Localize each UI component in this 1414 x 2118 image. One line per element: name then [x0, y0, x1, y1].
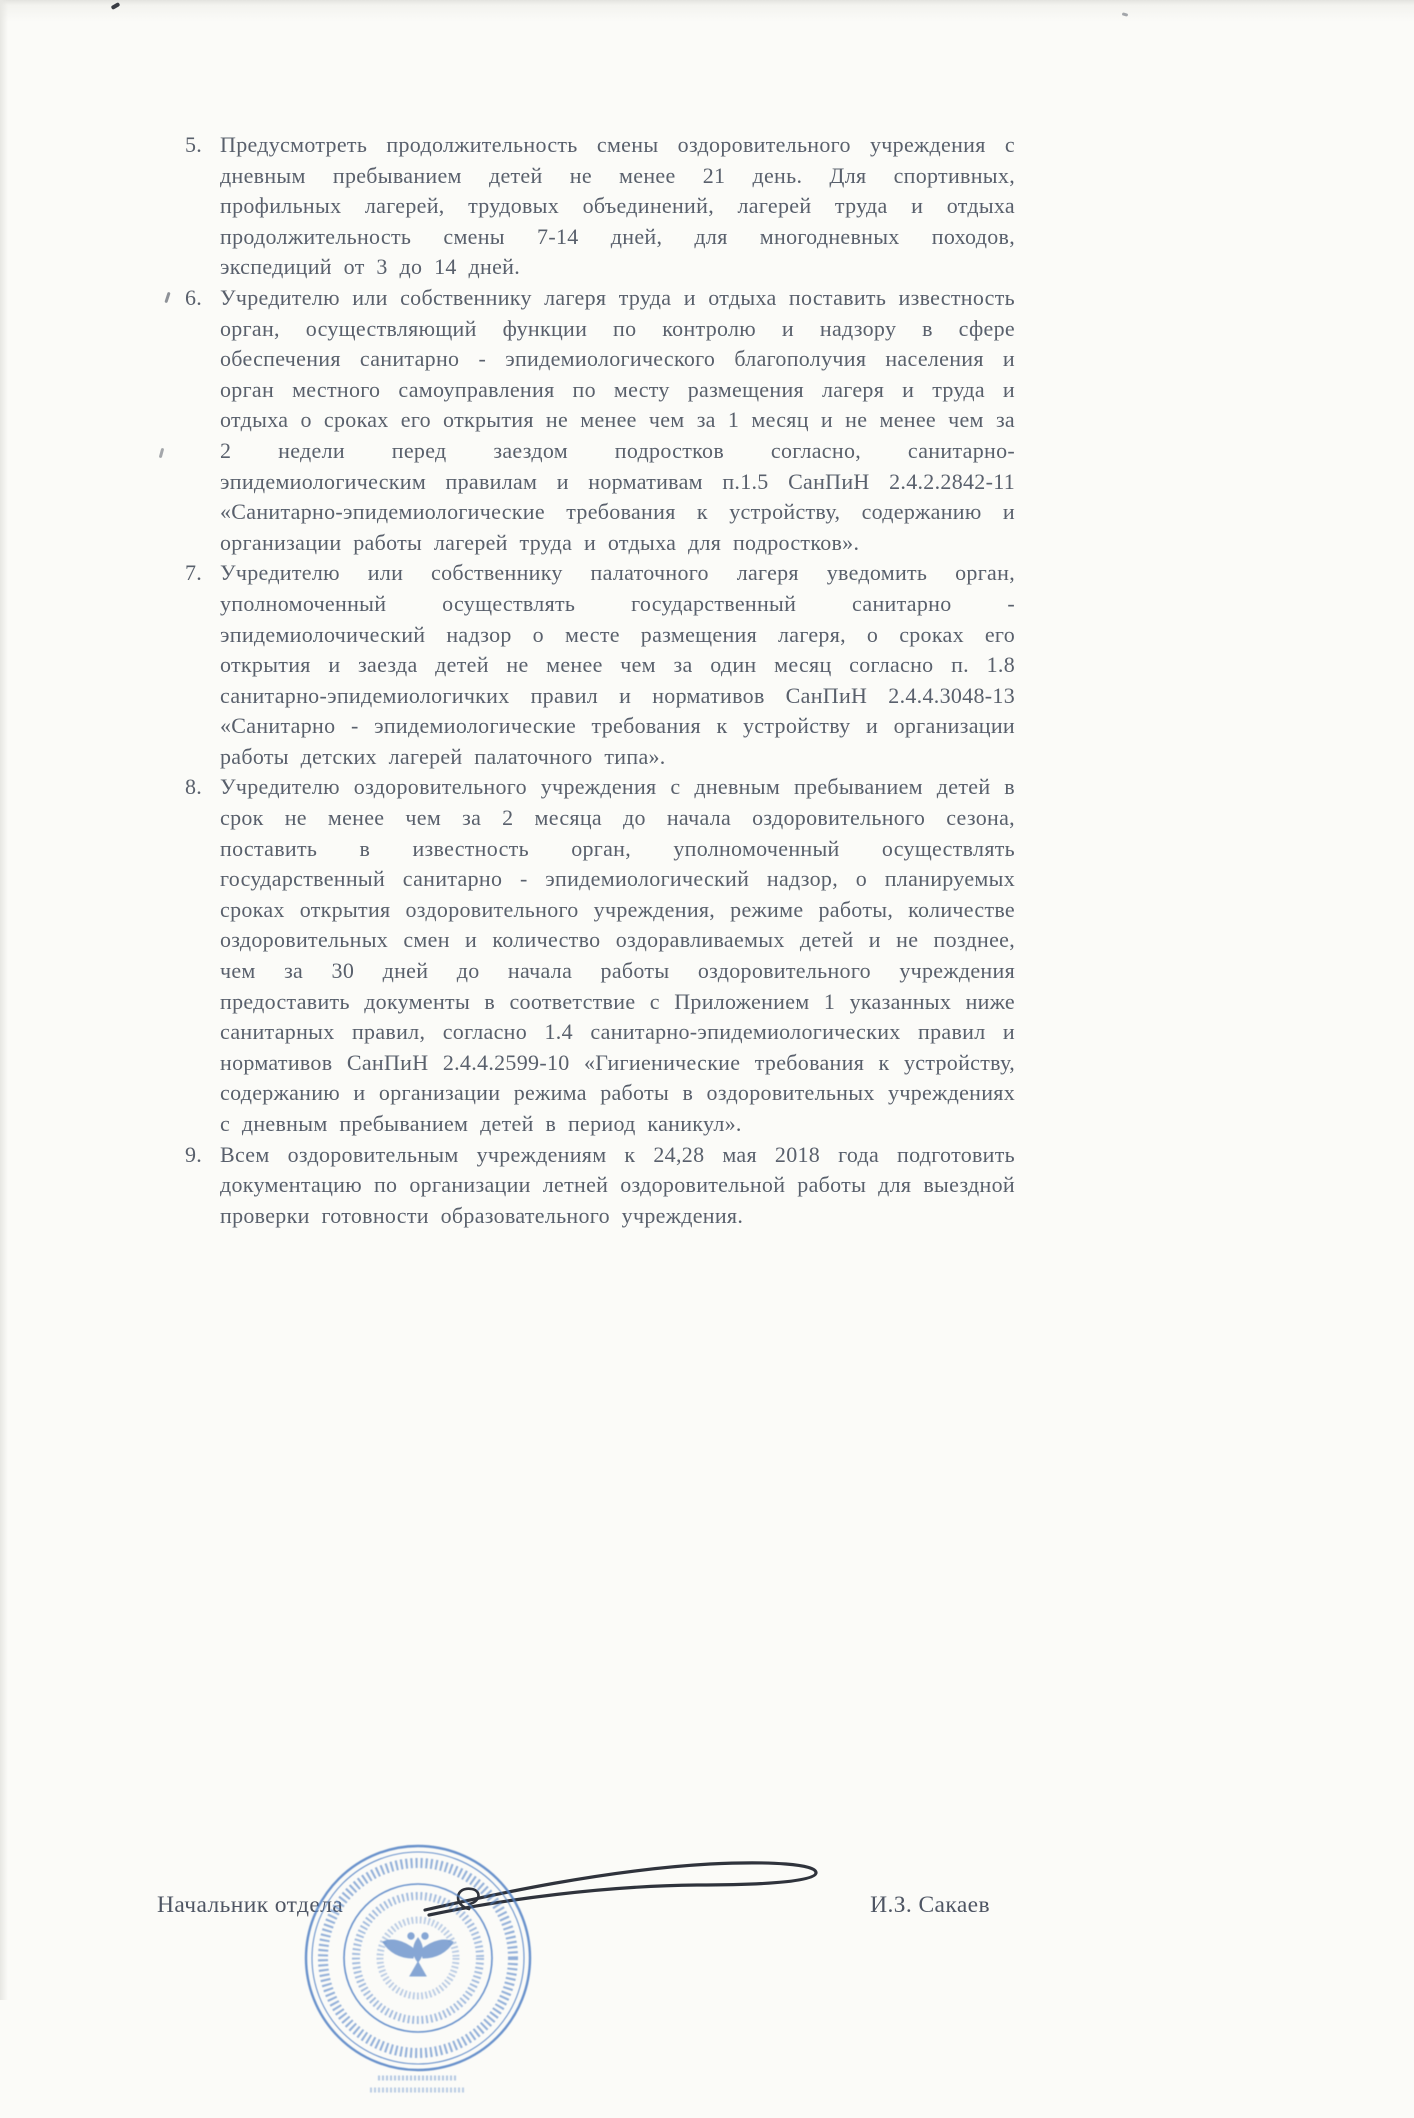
list-item-8 — [185, 772, 1015, 1139]
official-stamp-icon — [278, 1838, 558, 2118]
scan-artifact — [111, 2, 121, 10]
item-text: Учредителю оздоровительного учреждения с дневным пребыванием детей в срок не менее чем за 2 месяца до начала оздоровительного сезона, поставить в известность орган, уполномоченный осуществлять государственный санитарно - эпидемиологический надзор, о планируемых сроках открытия оздоровительного учреждения, режиме работы, количестве оздоровительных смен и количество оздоравливаемых детей и не позднее, чем за 30 дней до начала работы оздоровительного учреждения предоставить документы в соответствие с Приложением 1 указанных ниже санитарных правил, согласно 1.4 санитарно-эпидемиологических правил и нормативов СанПиН 2.4.4.2599-10 «Гигиенические требования к устройству, содержанию и организации режима работы в оздоровительных учреждениях с дневным пребыванием детей в период каникул». — [220, 774, 1015, 1136]
item-text: Учредителю или собственнику лагеря труда и отдыха поставить известность орган, осуществляющий функции по контролю и надзору в сфере обеспечения санитарно - эпидемиологического благополучия населения и орган местного самоуправления по месту размещения лагеря и труда и отдыха о сроках его открытия не менее чем за 1 месяц и не менее чем за 2 недели перед заездом подростков согласно, санитарно- эпидемиологическим правилам и нормативам п.1.5 СанПиН 2.4.2.2842-11 «Санитарно-эпидемиологические требования к устройству, содержанию и организации работы лагерей труда и отдыха для подростков». — [220, 284, 1015, 555]
item-text: Учредителю или собственнику палаточного лагеря уведомить орган, уполномоченный осуществлять государственный санитарно - эпидемиолочический надзор о месте размещения лагеря, о сроках его открытия и заезда детей не менее чем за один месяц согласно п. 1.8 санитарно-эпидемиологичких правил и нормативов СанПиН 2.4.4.3048-13 «Санитарно - эпидемиологические требования к устройству и организации работы детских лагерей палаточного типа». — [220, 560, 1015, 769]
item-number: 7. — [185, 560, 203, 586]
signatory-name: И.З. Сакаев — [870, 1892, 990, 1918]
item-text: Предусмотреть продолжительность смены оздоровительного учреждения с дневным пребыванием детей не менее 21 день. Для спортивных, профильных лагерей, трудовых объединений, лагерей труда и отдыха продолжительность смены 7-14 дней, для многодневных походов, экспедиций от 3 до 14 дней. — [220, 132, 1015, 280]
list-item-5 — [185, 130, 1015, 283]
item-number: 6. — [185, 284, 203, 310]
document-body — [185, 130, 1015, 1231]
item-number: 9. — [185, 1141, 203, 1167]
list-item-6 — [185, 283, 1015, 558]
list-item-7 — [185, 558, 1015, 772]
scan-artifact — [1122, 12, 1129, 16]
scan-artifact — [159, 448, 164, 458]
item-number: 5. — [185, 132, 203, 157]
stamp-crest-icon — [383, 1933, 453, 1976]
scan-artifact — [164, 292, 170, 303]
signatory-title: Начальник отдела — [157, 1892, 344, 1918]
item-text: Всем оздоровительным учреждениям к 24,28 мая 2018 года подготовить документацию по организации летней оздоровительной работы для выездной проверки готовности образовательного учреждения. — [220, 1141, 1015, 1228]
scan-edge-shadow — [0, 0, 8, 2000]
item-number: 8. — [185, 774, 203, 800]
list-item-9 — [185, 1140, 1015, 1232]
